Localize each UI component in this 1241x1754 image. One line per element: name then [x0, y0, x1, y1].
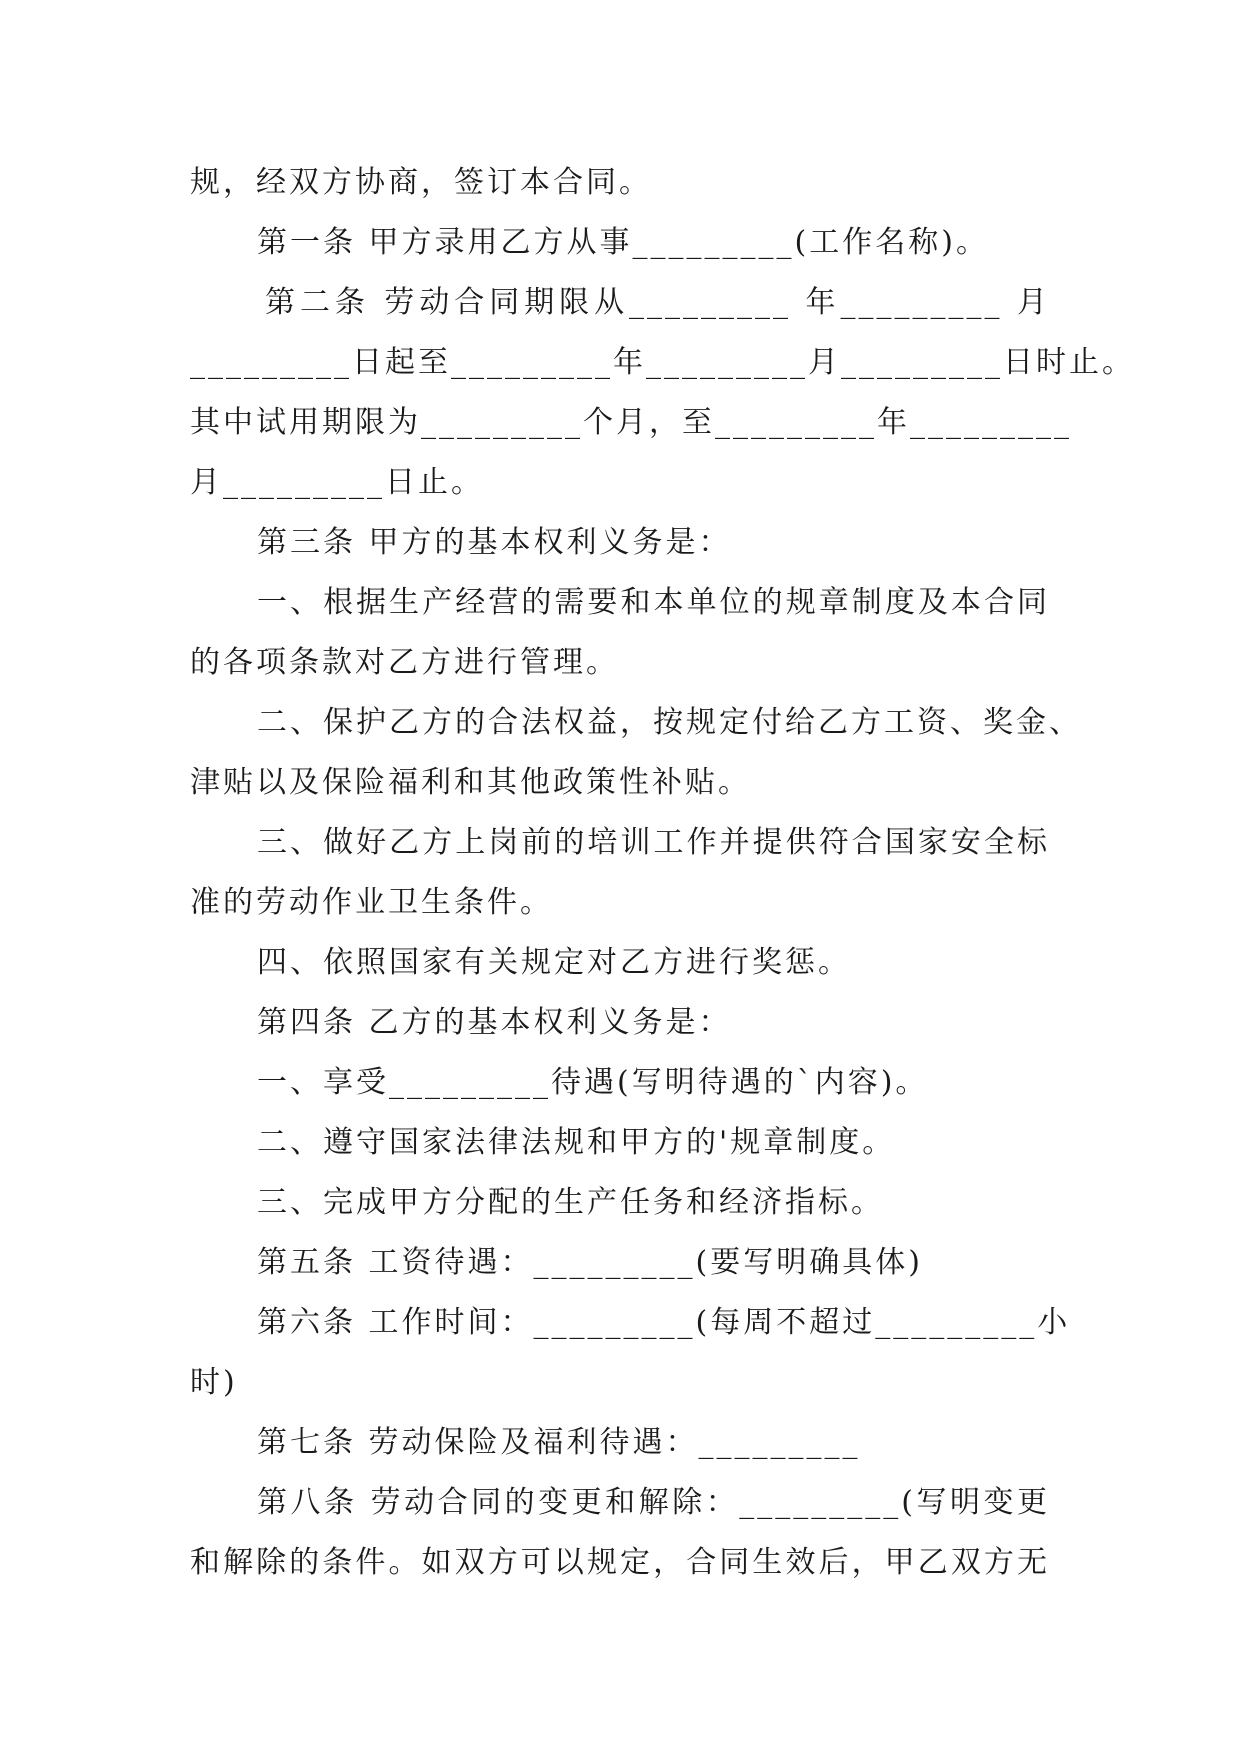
article-6: 第六条 工作时间：_________(每周不超过_________小 — [257, 1305, 1071, 1340]
text-line: 的各项条款对乙方进行管理。 — [190, 645, 619, 680]
text-line: 其中试用期限为_________个月，至_________年_________ — [190, 405, 1072, 440]
text-line: 三、做好乙方上岗前的培训工作并提供符合国家安全标 — [257, 825, 1050, 860]
article-4: 第四条 乙方的基本权利义务是： — [257, 1005, 732, 1040]
article-5: 第五条 工资待遇：_________(要写明确具体) — [257, 1245, 923, 1280]
article-8: 第八条 劳动合同的变更和解除：_________(写明变更 — [257, 1485, 1050, 1520]
text-line: 准的劳动作业卫生条件。 — [190, 885, 553, 920]
text-line: 四、依照国家有关规定对乙方进行奖惩。 — [257, 945, 851, 980]
text-line: 二、遵守国家法律法规和甲方的'规章制度。 — [257, 1125, 896, 1160]
text-line: _________日起至_________年_________月_________日时止。 — [190, 345, 1135, 380]
text-line: 津贴以及保险福利和其他政策性补贴。 — [190, 765, 751, 800]
text-line: 和解除的条件。如双方可以规定，合同生效后，甲乙双方无 — [190, 1545, 1050, 1580]
text-line: 一、根据生产经营的需要和本单位的规章制度及本合同 — [257, 585, 1050, 620]
text-line: 规，经双方协商，签订本合同。 — [190, 165, 652, 200]
text-line: 二、保护乙方的合法权益，按规定付给乙方工资、奖金、 — [257, 705, 1082, 740]
text-line: 时) — [190, 1365, 238, 1400]
article-2: 第二条 劳动合同期限从_________ 年_________ 月 — [265, 285, 1050, 320]
article-3: 第三条 甲方的基本权利义务是： — [257, 525, 732, 560]
text-line: 一、享受_________待遇(写明待遇的`内容)。 — [257, 1065, 929, 1100]
article-1: 第一条 甲方录用乙方从事_________(工作名称)。 — [257, 225, 989, 260]
text-line: 月_________日止。 — [190, 465, 484, 500]
article-7: 第七条 劳动保险及福利待遇：_________ — [257, 1425, 861, 1460]
text-line: 三、完成甲方分配的生产任务和经济指标。 — [257, 1185, 884, 1220]
